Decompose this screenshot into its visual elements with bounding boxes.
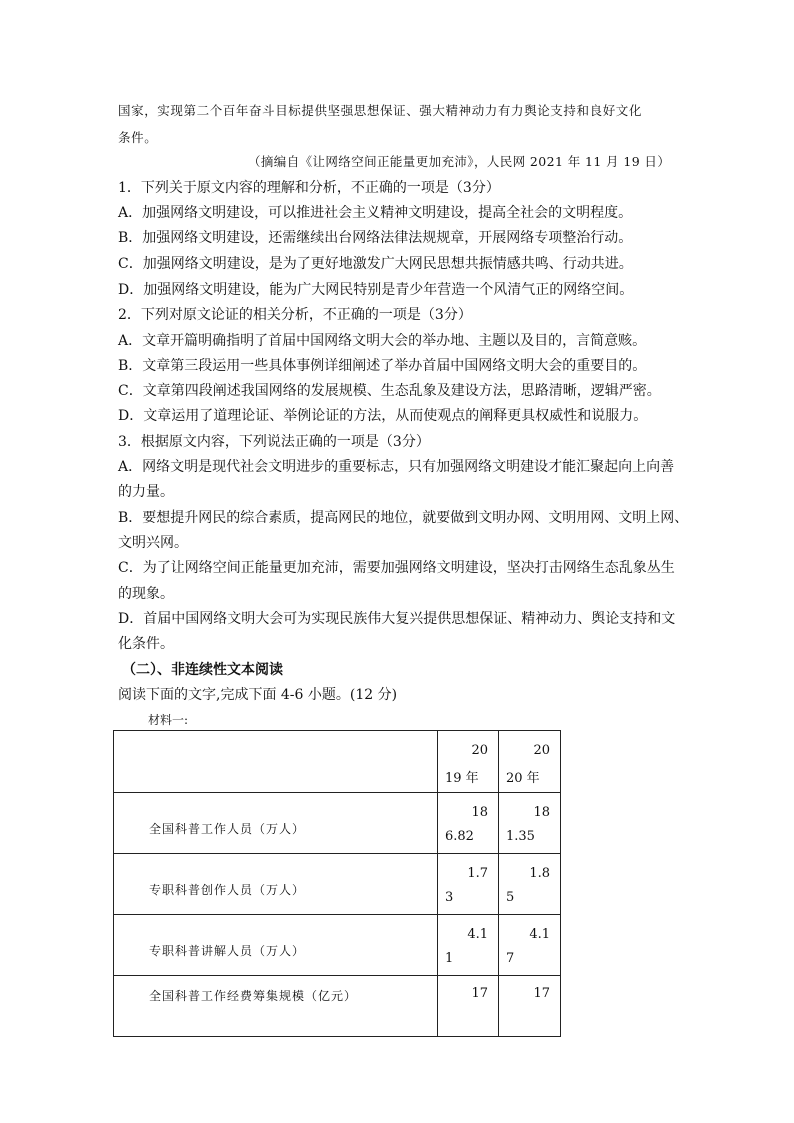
table-row <box>114 793 561 854</box>
value-2020-part2: 1.35 <box>506 829 535 844</box>
value-2020-part2: 5 <box>506 890 515 905</box>
question-3-option-d: D．首届中国网络文明大会可为实现民族伟大复兴提供思想保证、精神动力、舆论支持和文 <box>118 611 676 627</box>
value-2019-part1: 18 <box>471 805 488 820</box>
question-3-option-c-cont: 的现象。 <box>118 586 174 602</box>
value-2020-part1: 18 <box>533 805 550 820</box>
table-row <box>114 915 561 976</box>
science-popularization-table <box>113 730 561 1037</box>
question-2-option-a: A．文章开篇明确指明了首届中国网络文明大会的举办地、主题以及目的，言简意赅。 <box>118 333 647 349</box>
question-3-option-d-cont: 化条件。 <box>118 636 174 652</box>
header-2020-part1: 20 <box>533 743 550 758</box>
question-1-stem: 1．下列关于原文内容的理解和分析，不正确的一项是（3分） <box>118 180 500 196</box>
question-3-option-a-cont: 的力量。 <box>118 484 174 500</box>
table-row <box>114 976 561 1037</box>
table-header-2019 <box>438 731 499 793</box>
table-header-2020 <box>499 731 561 793</box>
question-3-option-a: A．网络文明是现代社会文明进步的重要标志，只有加强网络文明建设才能汇聚起向上向善 <box>118 459 675 475</box>
question-1-option-c: C．加强网络文明建设，是为了更好地激发广大网民思想共振情感共鸣、行动共进。 <box>118 256 633 272</box>
row-label: 专职科普讲解人员（万人） <box>149 944 306 958</box>
row-label: 全国科普工作经费筹集规模（亿元） <box>149 989 358 1003</box>
value-2019-part2: 1 <box>445 951 454 966</box>
passage-line-1: 国家，实现第二个百年奋斗目标提供坚强思想保证、强大精神动力有力舆论支持和良好文化 <box>118 103 643 118</box>
value-2019-part1: 1.7 <box>467 866 488 881</box>
value-2019: 17 <box>471 986 488 1001</box>
row-label: 全国科普工作人员（万人） <box>149 822 306 836</box>
question-3-stem: 3．根据原文内容，下列说法正确的一项是（3分） <box>118 434 430 450</box>
value-2019-part2: 3 <box>445 890 454 905</box>
citation: （摘编自《让网络空间正能量更加充沛》，人民网 2021 年 11 月 19 日） <box>248 154 671 169</box>
question-3-option-b-cont: 文明兴网。 <box>118 535 188 551</box>
passage-line-2: 条件。 <box>118 130 158 145</box>
question-2-option-c: C．文章第四段阐述我国网络的发展规模、生态乱象及建设方法，思路清晰，逻辑严密。 <box>118 383 661 399</box>
value-2019-part1: 4.1 <box>467 927 488 942</box>
value-2020-part1: 1.8 <box>529 866 550 881</box>
question-3-option-b: B．要想提升网民的综合素质，提高网民的地位，就要做到文明办网、文明用网、文明上网、 <box>118 510 689 526</box>
question-2-option-b: B．文章第三段运用一些具体事例详细阐述了举办首届中国网络文明大会的重要目的。 <box>118 358 647 374</box>
material-label: 材料一: <box>148 713 189 727</box>
question-1-option-d: D．加强网络文明建设，能为广大网民特别是青少年营造一个风清气正的网络空间。 <box>118 282 634 298</box>
table-header-empty-cell <box>114 731 438 793</box>
value-2020: 17 <box>533 986 550 1001</box>
value-2020-part1: 4.1 <box>529 927 550 942</box>
question-3-option-c: C．为了让网络空间正能量更加充沛，需要加强网络文明建设，坚决打击网络生态乱象丛生 <box>118 560 675 576</box>
section-heading: （二）、非连续性文本阅读 <box>122 662 283 678</box>
value-2020-part2: 7 <box>506 951 515 966</box>
question-1-option-a: A．加强网络文明建设，可以推进社会主义精神文明建设，提高全社会的文明程度。 <box>118 205 633 221</box>
section-instruction: 阅读下面的文字,完成下面 4-6 小题。(12 分) <box>118 687 398 703</box>
table-header-row <box>114 731 561 793</box>
value-2019-part2: 6.82 <box>445 829 474 844</box>
question-2-option-d: D．文章运用了道理论证、举例论证的方法，从而使观点的阐释更具权威性和说服力。 <box>118 408 648 424</box>
table-row <box>114 854 561 915</box>
row-label: 专职科普创作人员（万人） <box>149 883 306 897</box>
header-2019-part1: 20 <box>471 743 488 758</box>
question-2-stem: 2．下列对原文论证的相关分析，不正确的一项是（3分） <box>118 307 472 323</box>
header-2019-part2: 19 年 <box>445 771 479 786</box>
question-1-option-b: B．加强网络文明建设，还需继续出台网络法律法规规章，开展网络专项整治行动。 <box>118 230 633 246</box>
header-2020-part2: 20 年 <box>506 771 540 786</box>
